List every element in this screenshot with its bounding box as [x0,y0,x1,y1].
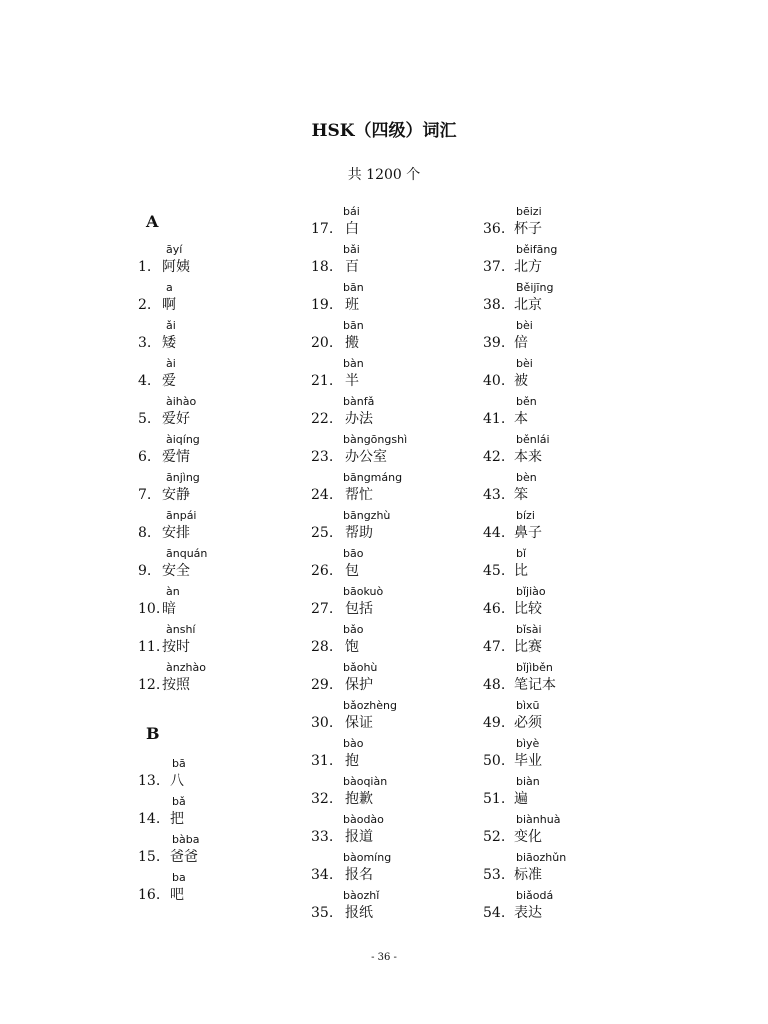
entry-number: 2. [138,297,152,313]
entry-hanzi: 包括 [345,601,373,617]
entry-hanzi: 笨 [514,487,528,503]
entry-hanzi: 抱 [345,753,359,769]
entry-hanzi: 白 [345,221,359,237]
entry-pinyin: biāozhǔn [516,851,567,864]
entry-pinyin: bèi [516,319,533,332]
entry-pinyin: bāngmáng [343,471,403,484]
entry-number: 36. [483,221,506,237]
entry-number: 48. [483,677,506,693]
entry-hanzi: 班 [345,297,359,313]
entry-number: 38. [483,297,506,313]
entry-pinyin: bǎi [343,243,360,256]
entry-pinyin: bǎo [343,623,364,636]
entry-hanzi: 北方 [514,259,542,275]
entry-pinyin: bǎ [172,795,186,808]
section-heading-a: A [146,212,159,231]
entry-number: 43. [483,487,506,503]
entry-hanzi: 标准 [514,867,542,883]
entry-pinyin: āyí [166,243,183,256]
entry-number: 39. [483,335,506,351]
entry-pinyin: bān [343,319,364,332]
entry-number: 31. [311,753,334,769]
entry-number: 23. [311,449,334,465]
entry-pinyin: bái [343,205,360,218]
entry-hanzi: 阿姨 [162,259,190,275]
entry-pinyin: běifāng [516,243,558,256]
entry-number: 40. [483,373,506,389]
entry-pinyin: ānquán [166,547,208,560]
entry-number: 50. [483,753,506,769]
entry-number: 9. [138,563,152,579]
entry-hanzi: 爸爸 [170,849,198,865]
entry-hanzi: 帮助 [345,525,373,541]
entry-number: 53. [483,867,506,883]
entry-pinyin: bǎohù [343,661,378,674]
entry-pinyin: ānpái [166,509,197,522]
entry-hanzi: 爱 [162,373,176,389]
entry-hanzi: 爱好 [162,411,190,427]
entry-pinyin: bàodào [343,813,384,826]
entry-pinyin: bǎozhèng [343,699,397,712]
entry-hanzi: 办公室 [345,449,387,465]
entry-pinyin: ài [166,357,176,370]
entry-hanzi: 保护 [345,677,373,693]
entry-number: 46. [483,601,506,617]
entry-hanzi: 杯子 [514,221,542,237]
entry-hanzi: 啊 [162,297,176,313]
entry-hanzi: 安全 [162,563,190,579]
entry-pinyin: bào [343,737,364,750]
entry-hanzi: 倍 [514,335,528,351]
entry-number: 32. [311,791,334,807]
entry-pinyin: biàn [516,775,540,788]
entry-pinyin: bǐ [516,547,527,560]
entry-pinyin: bāngzhù [343,509,391,522]
entry-number: 25. [311,525,334,541]
page-subtitle: 共 1200 个 [347,167,421,183]
entry-number: 16. [138,887,161,903]
entry-pinyin: ānjìng [166,471,200,484]
entry-number: 44. [483,525,506,541]
entry-hanzi: 爱情 [162,449,190,465]
entry-hanzi: 遍 [514,791,528,807]
entry-hanzi: 帮忙 [345,487,373,503]
entry-hanzi: 笔记本 [514,677,556,693]
entry-hanzi: 本来 [514,449,542,465]
entry-number: 3. [138,335,152,351]
entry-pinyin: bǐsài [516,623,542,636]
entry-pinyin: bàozhǐ [343,889,380,902]
entry-pinyin: ǎi [166,319,176,332]
entry-pinyin: àihào [166,395,197,408]
entry-pinyin: bāokuò [343,585,384,598]
entry-number: 6. [138,449,152,465]
entry-number: 49. [483,715,506,731]
entry-number: 19. [311,297,334,313]
entry-hanzi: 安排 [162,525,190,541]
entry-pinyin: bāo [343,547,364,560]
entry-hanzi: 报名 [345,867,373,883]
entry-pinyin: biànhuà [516,813,561,826]
entry-number: 7. [138,487,152,503]
entry-number: 20. [311,335,334,351]
entry-pinyin: ànzhào [166,661,206,674]
entry-pinyin: ànshí [166,623,196,636]
entry-number: 13. [138,773,161,789]
entry-pinyin: bèn [516,471,537,484]
entry-hanzi: 比赛 [514,639,542,655]
entry-number: 27. [311,601,334,617]
entry-hanzi: 八 [170,773,184,789]
entry-number: 21. [311,373,334,389]
entry-hanzi: 暗 [162,601,176,617]
entry-number: 5. [138,411,152,427]
entry-pinyin: àiqíng [166,433,200,446]
entry-pinyin: bìxū [516,699,540,712]
entry-number: 18. [311,259,334,275]
entry-hanzi: 比 [514,563,528,579]
entry-hanzi: 抱歉 [345,791,373,807]
entry-number: 10. [138,601,161,617]
entry-hanzi: 半 [345,373,359,389]
entry-number: 45. [483,563,506,579]
entry-pinyin: bǐjiào [516,585,546,598]
entry-number: 1. [138,259,152,275]
entry-pinyin: bàomíng [343,851,392,864]
entry-number: 24. [311,487,334,503]
entry-number: 35. [311,905,334,921]
entry-number: 34. [311,867,334,883]
entry-hanzi: 毕业 [514,753,542,769]
entry-hanzi: 鼻子 [514,525,542,541]
entry-hanzi: 必须 [514,715,542,731]
entry-number: 29. [311,677,334,693]
entry-hanzi: 矮 [162,335,176,351]
entry-pinyin: Běijīng [516,281,554,294]
entry-pinyin: bā [172,757,186,770]
entry-number: 8. [138,525,152,541]
entry-hanzi: 饱 [345,639,359,655]
entry-pinyin: àn [166,585,180,598]
entry-hanzi: 吧 [170,887,184,903]
entry-number: 14. [138,811,161,827]
entry-hanzi: 被 [514,373,528,389]
entry-pinyin: bàba [172,833,200,846]
entry-pinyin: bàn [343,357,364,370]
entry-hanzi: 报道 [345,829,373,845]
entry-hanzi: 保证 [345,715,373,731]
entry-number: 54. [483,905,506,921]
entry-pinyin: a [166,281,173,294]
entry-hanzi: 比较 [514,601,542,617]
entry-pinyin: bàoqiàn [343,775,388,788]
entry-number: 47. [483,639,506,655]
entry-pinyin: biǎodá [516,889,554,902]
entry-number: 42. [483,449,506,465]
entry-pinyin: ba [172,871,186,884]
entry-pinyin: bēizi [516,205,542,218]
entry-hanzi: 搬 [345,335,359,351]
entry-pinyin: bànfǎ [343,395,375,408]
entry-hanzi: 安静 [162,487,190,503]
entry-hanzi: 表达 [514,905,542,921]
entry-hanzi: 包 [345,563,359,579]
entry-hanzi: 百 [345,259,359,275]
page-title: HSK（四级）词汇 [311,121,457,141]
entry-number: 22. [311,411,334,427]
entry-pinyin: bān [343,281,364,294]
entry-pinyin: bèi [516,357,533,370]
entry-hanzi: 本 [514,411,528,427]
entry-number: 51. [483,791,506,807]
entry-pinyin: bízi [516,509,535,522]
entry-number: 41. [483,411,506,427]
entry-pinyin: běn [516,395,537,408]
entry-number: 12. [138,677,161,693]
entry-number: 28. [311,639,334,655]
entry-number: 17. [311,221,334,237]
entry-number: 37. [483,259,506,275]
entry-hanzi: 按照 [162,677,190,693]
entry-pinyin: bàngōngshì [343,433,408,446]
entry-number: 15. [138,849,161,865]
entry-hanzi: 办法 [345,411,373,427]
entry-number: 33. [311,829,334,845]
entry-hanzi: 变化 [514,829,542,845]
entry-pinyin: bìyè [516,737,540,750]
entry-hanzi: 按时 [162,639,190,655]
entry-pinyin: bǐjìběn [516,661,553,674]
entry-number: 26. [311,563,334,579]
entry-number: 11. [138,639,161,655]
entry-number: 4. [138,373,152,389]
entry-hanzi: 北京 [514,297,542,313]
entry-hanzi: 报纸 [345,905,373,921]
entry-hanzi: 把 [170,811,184,827]
entry-number: 52. [483,829,506,845]
entry-number: 30. [311,715,334,731]
entry-pinyin: běnlái [516,433,550,446]
section-heading-b: B [146,724,160,743]
page-number: - 36 - [371,952,397,963]
